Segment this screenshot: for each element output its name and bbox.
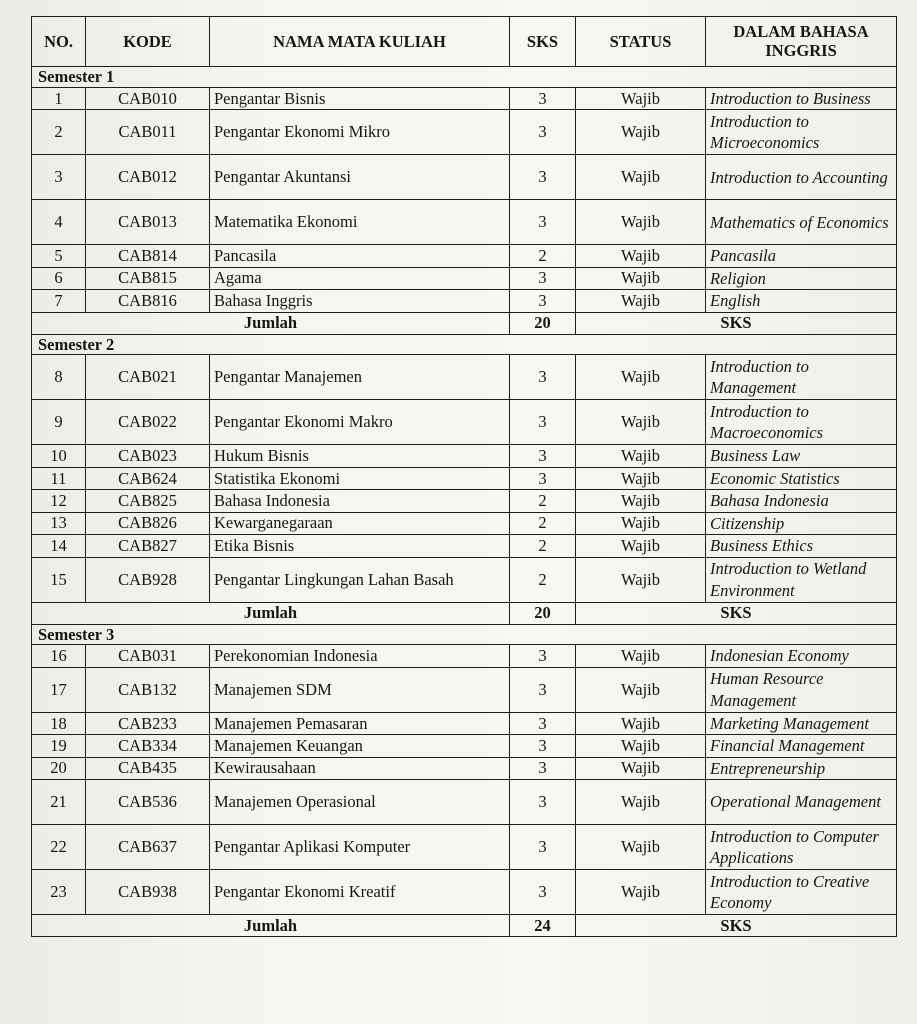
total-sks: 20	[510, 602, 576, 624]
course-code: CAB022	[86, 400, 210, 445]
course-code: CAB624	[86, 467, 210, 489]
table-row	[32, 645, 897, 667]
course-sks: 3	[510, 825, 576, 870]
table-body	[32, 67, 897, 937]
course-name: Manajemen Operasional	[210, 780, 510, 825]
course-code: CAB013	[86, 200, 210, 245]
course-name: Matematika Ekonomi	[210, 200, 510, 245]
course-no: 9	[32, 400, 86, 445]
course-english-name: Bahasa Indonesia	[706, 490, 897, 512]
course-name: Perekonomian Indonesia	[210, 645, 510, 667]
course-code: CAB010	[86, 87, 210, 109]
table-row	[32, 110, 897, 155]
course-status: Wajib	[576, 87, 706, 109]
course-sks: 3	[510, 87, 576, 109]
course-status: Wajib	[576, 557, 706, 602]
course-status: Wajib	[576, 467, 706, 489]
header-nama: NAMA MATA KULIAH	[210, 17, 510, 67]
course-code: CAB132	[86, 667, 210, 712]
course-name: Manajemen Pemasaran	[210, 712, 510, 734]
course-no: 19	[32, 735, 86, 757]
course-name: Bahasa Indonesia	[210, 490, 510, 512]
course-no: 5	[32, 245, 86, 267]
course-sks: 3	[510, 467, 576, 489]
semester-total-row	[32, 602, 897, 624]
course-sks: 3	[510, 667, 576, 712]
course-no: 7	[32, 290, 86, 312]
course-no: 14	[32, 535, 86, 557]
semester-label: Semester 1	[32, 67, 897, 88]
course-sks: 3	[510, 780, 576, 825]
course-name: Kewarganegaraan	[210, 512, 510, 534]
course-code: CAB435	[86, 757, 210, 779]
course-status: Wajib	[576, 870, 706, 915]
course-no: 23	[32, 870, 86, 915]
course-no: 18	[32, 712, 86, 734]
course-no: 17	[32, 667, 86, 712]
course-code: CAB012	[86, 155, 210, 200]
course-status: Wajib	[576, 712, 706, 734]
total-sks: 24	[510, 915, 576, 937]
course-status: Wajib	[576, 245, 706, 267]
course-status: Wajib	[576, 490, 706, 512]
course-status: Wajib	[576, 267, 706, 289]
course-english-name: Operational Management	[706, 780, 897, 825]
course-no: 16	[32, 645, 86, 667]
table-row	[32, 467, 897, 489]
course-code: CAB825	[86, 490, 210, 512]
course-code: CAB826	[86, 512, 210, 534]
course-english-name: Economic Statistics	[706, 467, 897, 489]
semester-label: Semester 3	[32, 624, 897, 645]
course-english-name: Indonesian Economy	[706, 645, 897, 667]
table-row	[32, 400, 897, 445]
course-code: CAB021	[86, 355, 210, 400]
course-english-name: Business Ethics	[706, 535, 897, 557]
semester-header-row	[32, 67, 897, 88]
course-status: Wajib	[576, 645, 706, 667]
course-status: Wajib	[576, 667, 706, 712]
course-english-name: Introduction to Accounting	[706, 155, 897, 200]
course-status: Wajib	[576, 757, 706, 779]
total-unit: SKS	[576, 312, 897, 334]
course-code: CAB233	[86, 712, 210, 734]
semester-total-row	[32, 312, 897, 334]
table-row	[32, 267, 897, 289]
course-code: CAB938	[86, 870, 210, 915]
course-no: 6	[32, 267, 86, 289]
course-code: CAB023	[86, 445, 210, 467]
course-english-name: Introduction to Computer Applications	[706, 825, 897, 870]
course-name: Pengantar Ekonomi Mikro	[210, 110, 510, 155]
header-no: NO.	[32, 17, 86, 67]
course-code: CAB011	[86, 110, 210, 155]
course-sks: 3	[510, 267, 576, 289]
course-name: Pengantar Manajemen	[210, 355, 510, 400]
course-no: 20	[32, 757, 86, 779]
course-english-name: Financial Management	[706, 735, 897, 757]
table-row	[32, 535, 897, 557]
course-english-name: Introduction to Business	[706, 87, 897, 109]
course-status: Wajib	[576, 200, 706, 245]
course-code: CAB031	[86, 645, 210, 667]
course-status: Wajib	[576, 735, 706, 757]
course-name: Pancasila	[210, 245, 510, 267]
table-header-row	[32, 17, 897, 67]
course-name: Kewirausahaan	[210, 757, 510, 779]
table-row	[32, 870, 897, 915]
course-sks: 3	[510, 445, 576, 467]
course-english-name: Introduction to Wetland Environment	[706, 557, 897, 602]
course-english-name: Business Law	[706, 445, 897, 467]
total-unit: SKS	[576, 915, 897, 937]
course-code: CAB816	[86, 290, 210, 312]
total-label: Jumlah	[32, 915, 510, 937]
course-status: Wajib	[576, 445, 706, 467]
total-label: Jumlah	[32, 312, 510, 334]
table-row	[32, 735, 897, 757]
course-name: Pengantar Ekonomi Kreatif	[210, 870, 510, 915]
course-name: Pengantar Lingkungan Lahan Basah	[210, 557, 510, 602]
course-sks: 3	[510, 110, 576, 155]
semester-header-row	[32, 624, 897, 645]
course-name: Pengantar Akuntansi	[210, 155, 510, 200]
table-row	[32, 245, 897, 267]
total-unit: SKS	[576, 602, 897, 624]
course-sks: 2	[510, 535, 576, 557]
course-status: Wajib	[576, 110, 706, 155]
course-sks: 2	[510, 512, 576, 534]
course-no: 1	[32, 87, 86, 109]
course-no: 21	[32, 780, 86, 825]
course-name: Manajemen Keuangan	[210, 735, 510, 757]
course-sks: 3	[510, 200, 576, 245]
course-name: Pengantar Ekonomi Makro	[210, 400, 510, 445]
curriculum-table	[31, 16, 897, 937]
course-status: Wajib	[576, 290, 706, 312]
semester-total-row	[32, 915, 897, 937]
course-name: Etika Bisnis	[210, 535, 510, 557]
header-status: STATUS	[576, 17, 706, 67]
table-row	[32, 290, 897, 312]
table-row	[32, 780, 897, 825]
table-row	[32, 557, 897, 602]
table-row	[32, 512, 897, 534]
course-sks: 3	[510, 290, 576, 312]
course-sks: 2	[510, 245, 576, 267]
course-no: 22	[32, 825, 86, 870]
course-english-name: Mathematics of Economics	[706, 200, 897, 245]
course-name: Hukum Bisnis	[210, 445, 510, 467]
table-row	[32, 667, 897, 712]
course-english-name: Marketing Management	[706, 712, 897, 734]
table-row	[32, 712, 897, 734]
course-sks: 3	[510, 712, 576, 734]
table-row	[32, 757, 897, 779]
course-english-name: Introduction to Microeconomics	[706, 110, 897, 155]
course-sks: 3	[510, 870, 576, 915]
course-english-name: Introduction to Management	[706, 355, 897, 400]
course-sks: 2	[510, 557, 576, 602]
course-code: CAB814	[86, 245, 210, 267]
course-sks: 3	[510, 400, 576, 445]
course-sks: 3	[510, 645, 576, 667]
course-no: 3	[32, 155, 86, 200]
course-status: Wajib	[576, 512, 706, 534]
course-sks: 2	[510, 490, 576, 512]
course-no: 8	[32, 355, 86, 400]
course-no: 15	[32, 557, 86, 602]
course-status: Wajib	[576, 355, 706, 400]
course-name: Statistika Ekonomi	[210, 467, 510, 489]
course-sks: 3	[510, 155, 576, 200]
course-code: CAB827	[86, 535, 210, 557]
table-row	[32, 87, 897, 109]
course-english-name: Entrepreneurship	[706, 757, 897, 779]
course-english-name: Citizenship	[706, 512, 897, 534]
course-code: CAB334	[86, 735, 210, 757]
course-english-name: Introduction to Creative Economy	[706, 870, 897, 915]
course-name: Manajemen SDM	[210, 667, 510, 712]
course-status: Wajib	[576, 780, 706, 825]
table-row	[32, 490, 897, 512]
header-english	[706, 17, 897, 67]
course-name: Pengantar Bisnis	[210, 87, 510, 109]
total-sks: 20	[510, 312, 576, 334]
course-name: Agama	[210, 267, 510, 289]
course-english-name: Pancasila	[706, 245, 897, 267]
course-sks: 3	[510, 757, 576, 779]
course-no: 2	[32, 110, 86, 155]
course-code: CAB815	[86, 267, 210, 289]
course-no: 13	[32, 512, 86, 534]
course-english-name: English	[706, 290, 897, 312]
table-row	[32, 155, 897, 200]
header-english-line2: INGGRIS	[765, 40, 837, 60]
course-status: Wajib	[576, 400, 706, 445]
total-label: Jumlah	[32, 602, 510, 624]
course-status: Wajib	[576, 535, 706, 557]
header-kode: KODE	[86, 17, 210, 67]
course-code: CAB536	[86, 780, 210, 825]
course-sks: 3	[510, 735, 576, 757]
course-english-name: Religion	[706, 267, 897, 289]
header-english-line1: DALAM BAHASA	[733, 22, 869, 42]
course-code: CAB928	[86, 557, 210, 602]
table-row	[32, 825, 897, 870]
course-status: Wajib	[576, 155, 706, 200]
table-row	[32, 200, 897, 245]
course-no: 10	[32, 445, 86, 467]
course-name: Bahasa Inggris	[210, 290, 510, 312]
table-row	[32, 355, 897, 400]
course-code: CAB637	[86, 825, 210, 870]
semester-header-row	[32, 334, 897, 355]
course-no: 11	[32, 467, 86, 489]
semester-label: Semester 2	[32, 334, 897, 355]
course-name: Pengantar Aplikasi Komputer	[210, 825, 510, 870]
course-english-name: Human Resource Management	[706, 667, 897, 712]
course-no: 12	[32, 490, 86, 512]
header-sks: SKS	[510, 17, 576, 67]
course-no: 4	[32, 200, 86, 245]
table-row	[32, 445, 897, 467]
course-status: Wajib	[576, 825, 706, 870]
course-sks: 3	[510, 355, 576, 400]
course-english-name: Introduction to Macroeconomics	[706, 400, 897, 445]
